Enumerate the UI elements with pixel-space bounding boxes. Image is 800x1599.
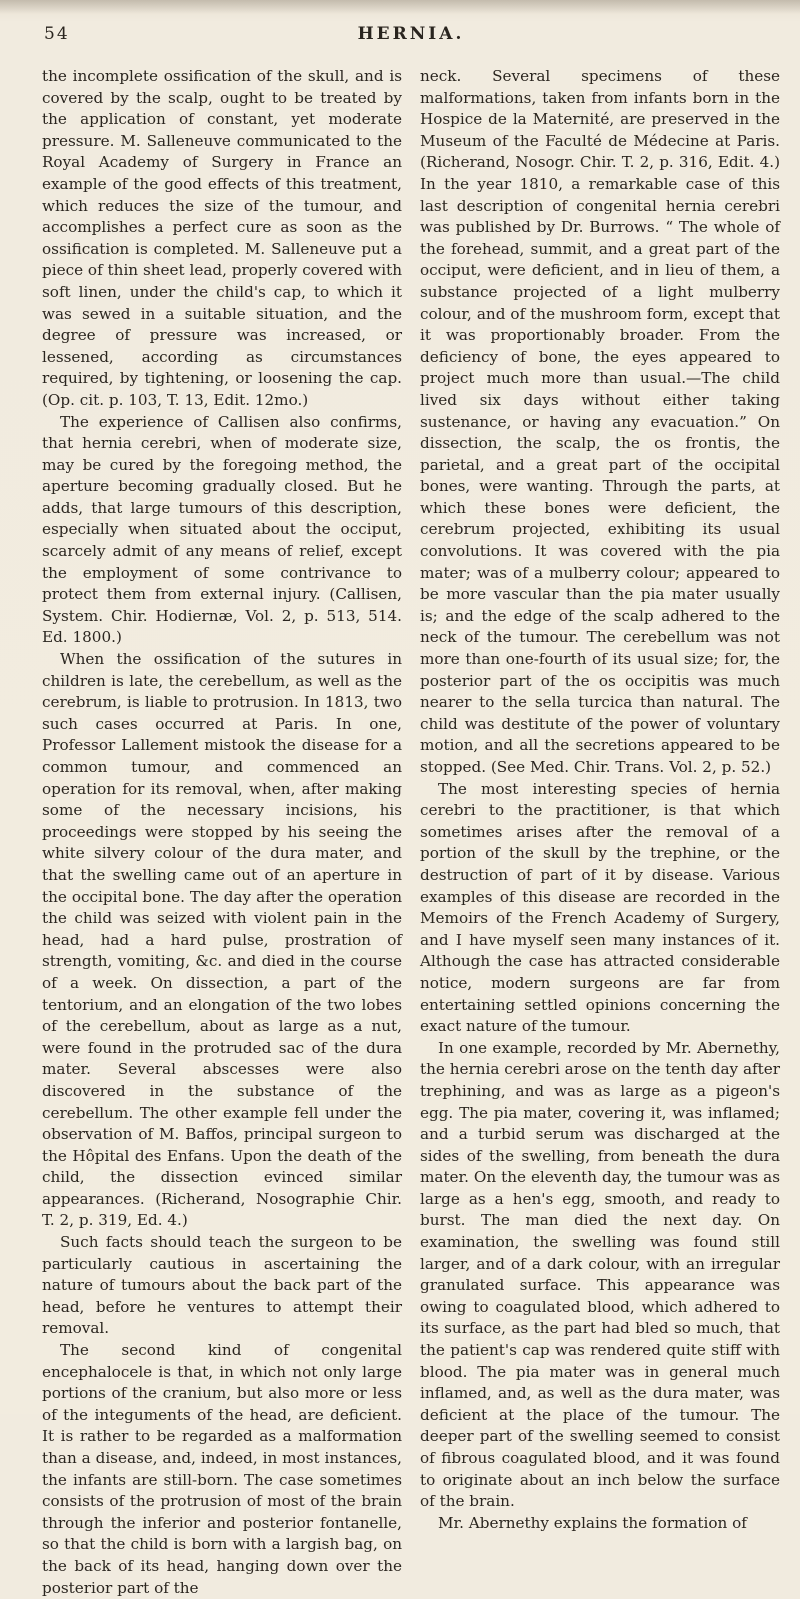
paragraph: When the ossification of the sutures in children is late, the cerebellum, as well as the cerebrum, is liable to protrusion. In 1813, two such cases occurred at Paris. In one, Professor Lallement mistook the disease for a common tumour, and commenced an operation for its removal, when, after making some of the necessary incisions, his proceedings were stopped by his seeing the white silvery colour of the dura mater, and that the swelling came out of an aperture in the occipital bone. The day after the operation the child was seized with violent pain in the head, had a hard pulse, prostration of strength, vomiting, &c. and died in the course of a week. On dissection, a part of the tentorium, and an elongation of the two lobes of the cerebellum, about as large as a nut, were found in the protruded sac of the dura mater. Several abscesses were also discovered in the substance of the cerebellum. The other example fell under the observation of M. Baffos, principal surgeon to the Hôpital des Enfans. Upon the death of the child, the dissection evinced similar appearances. (Richerand, Nosographie Chir. T. 2, p. 319, Ed. 4.) bbox=[42, 650, 402, 1230]
paragraph: Such facts should teach the surgeon to be particularly cautious in ascertaining the nature of tumours about the back part of the head, before he ventures to attempt their removal. bbox=[42, 1233, 402, 1338]
page-title: HERNIA. bbox=[357, 24, 465, 44]
left-column bbox=[42, 66, 402, 1599]
paragraph: In one example, recorded by Mr. Abernethy, the hernia cerebri arose on the tenth day after trephining, and was as large as a pigeon's egg. The pia mater, covering it, was inflamed; and a turbid serum was discharged at the sides of the swelling, from beneath the dura mater. On the eleventh day, the tumour was as large as a hen's egg, smooth, and ready to burst. The man died the next day. On examination, the swelling was found still larger, and of a dark colour, with an irregular granulated surface. This appearance was owing to coagulated blood, which adhered to its surface, as the part had bled so much, that the patient's cap was rendered quite stiff with blood. The pia mater was in general much inflamed, and, as well as the dura mater, was deficient at the place of the tumour. The deeper part of the swelling seemed to consist of fibrous coagulated blood, and it was found to originate about an inch below the surface of the brain. bbox=[420, 1038, 780, 1511]
text-columns bbox=[42, 66, 780, 1599]
paragraph: Mr. Abernethy explains the formation of bbox=[438, 1513, 747, 1532]
right-column bbox=[420, 66, 780, 1599]
paragraph: The experience of Callisen also confirms, that hernia cerebri, when of moderate size, may be cured by the foregoing method, the aperture becoming gradually closed. But he adds, that large tumours of this description, especially when situated about the occiput, scarcely admit of any means of relief, except the employment of some contrivance to protect them from external injury. (Callisen, System. Chir. Hodiernæ, Vol. 2, p. 513, 514. Ed. 1800.) bbox=[42, 412, 402, 647]
page-number: 54 bbox=[44, 24, 70, 44]
paragraph: neck. Several specimens of these malformations, taken from infants born in the Hospice de la Maternité, are preserved in the Museum of the Faculté de Médecine at Paris. (Richerand, Nosogr. Chir. T. 2, p. 316, Edit. 4.) In the year 1810, a remarkable case of this last description of congenital hernia cerebri was published by Dr. Burrows. “ The whole of the forehead, summit, and a great part of the occiput, were deficient, and in lieu of them, a substance projected of a light mulberry colour, and of the mushroom form, except that it was proportionably broader. From the deficiency of bone, the eyes appeared to project much more than usual.—The child lived six days without either taking sustenance, or having any evacuation.” On dissection, the scalp, the os frontis, the parietal, and a great part of the occipital bones, were wanting. Through the parts, at which these bones were deficient, the cerebrum projected, exhibiting its usual convolutions. It was covered with the pia mater; was of a mulberry colour; appeared to be more vascular than the pia mater usually is; and the edge of the scalp adhered to the neck of the tumour. The cerebellum was not more than one-fourth of its usual size; for, the posterior part of the os occipitis was much nearer to the sella turcica than natural. The child was destitute of the power of voluntary motion, and all the secretions appeared to be stopped. (See Med. Chir. Trans. Vol. 2, p. 52.) bbox=[420, 67, 780, 776]
paragraph: The most interesting species of hernia cerebri to the practitioner, is that which sometimes arises after the removal of a portion of the skull by the trephine, or the destruction of part of it by disease. Various examples of this disease are recorded in the Memoirs of the French Academy of Surgery, and I have myself seen many instances of it. Although the case has attracted considerable notice, modern surgeons are far from entertaining settled opinions concerning the exact nature of the tumour. bbox=[420, 779, 780, 1036]
paragraph: the incomplete ossification of the skull, and is covered by the scalp, ought to be treated by the application of constant, yet moderate pressure. M. Salleneuve communicated to the Royal Academy of Surgery in France an example of the good effects of this treatment, which reduces the size of the tumour, and accomplishes a perfect cure as soon as the ossification is completed. M. Salleneuve put a piece of thin sheet lead, properly covered with soft linen, under the child's cap, to which it was sewed in a suitable situation, and the degree of pressure was increased, or lessened, according as circumstances required, by tightening, or loosening the cap. (Op. cit. p. 103, T. 13, Edit. 12mo.) bbox=[42, 67, 402, 409]
running-head bbox=[42, 20, 780, 52]
paragraph: The second kind of congenital encephalocele is that, in which not only large portions of the cranium, but also more or less of the integuments of the head, are deficient. It is rather to be regarded as a malformation than a disease, and, indeed, in most instances, the infants are still-born. The case sometimes consists of the protrusion of most of the brain through the inferior and posterior fontanelle, so that the child is born with a largish bag, on the back of its head, hanging down over the posterior part of the bbox=[42, 1341, 402, 1597]
page-edge-shadow bbox=[0, 0, 800, 14]
